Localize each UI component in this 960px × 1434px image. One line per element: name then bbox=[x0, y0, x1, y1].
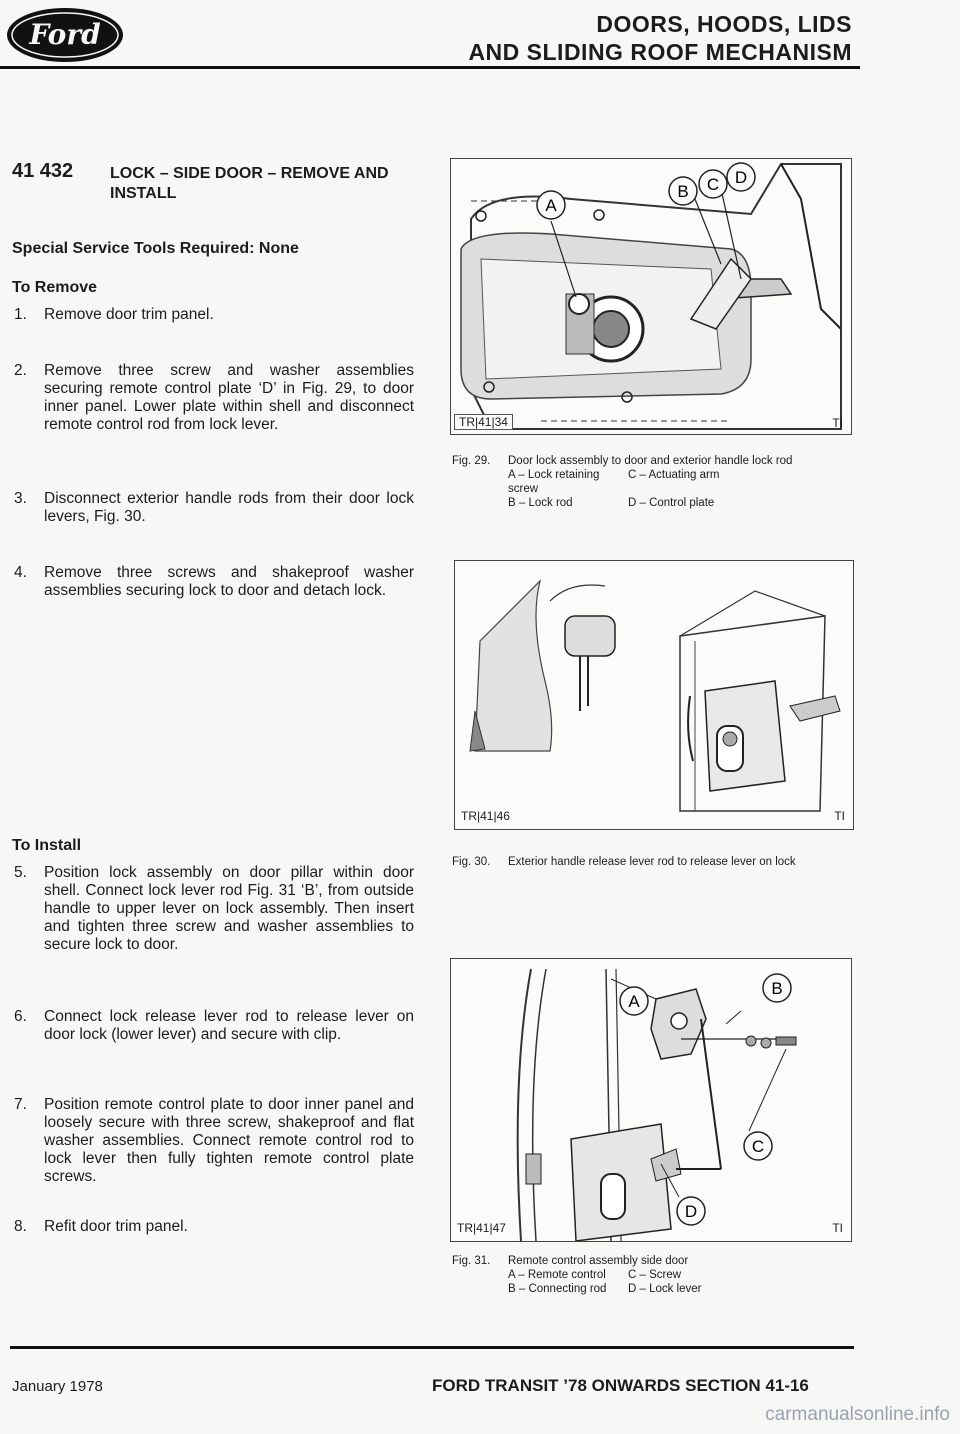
ford-logo bbox=[5, 6, 125, 64]
callout-d: D bbox=[684, 1202, 698, 1221]
step-6 bbox=[14, 1008, 414, 1044]
remove-heading: To Remove bbox=[12, 279, 98, 296]
step-number: 7. bbox=[14, 1096, 27, 1113]
caption-number: Fig. 29. bbox=[452, 455, 491, 467]
legend-d: D – Lock lever bbox=[628, 1283, 702, 1295]
caption-number: Fig. 30. bbox=[452, 856, 491, 868]
figure-29-ref: TR|41|34 bbox=[454, 414, 513, 430]
step-text: Remove door trim panel. bbox=[44, 306, 214, 323]
figure-29-drawing bbox=[451, 159, 851, 434]
step-text: Position remote control plate to door inner panel and loosely secure with three screw, shakeproof and flat washer assemblies. Connect remote control rod to lock lever then fully tighten remote control plate screws. bbox=[44, 1096, 414, 1185]
caption-text: Remote control assembly side door bbox=[508, 1255, 689, 1267]
legend-b: B – Lock rod bbox=[508, 497, 573, 509]
step-8 bbox=[14, 1218, 414, 1236]
install-heading: To Install bbox=[12, 837, 82, 854]
figure-30-mark: TI bbox=[834, 809, 845, 823]
section-title: LOCK – SIDE DOOR – REMOVE AND INSTALL bbox=[110, 165, 389, 202]
figure-29-mark: TI bbox=[832, 416, 843, 430]
legend-c: C – Actuating arm bbox=[628, 469, 720, 481]
figure-31-ref: TR|41|47 bbox=[457, 1221, 506, 1235]
header-title bbox=[468, 10, 852, 66]
callout-d: D bbox=[734, 168, 748, 187]
figure-31-mark: TI bbox=[832, 1221, 843, 1235]
step-text: Connect lock release lever rod to release lever on door lock (lower lever) and secure with clip. bbox=[44, 1008, 414, 1043]
step-2 bbox=[14, 362, 414, 434]
callout-c: C bbox=[751, 1137, 765, 1156]
figure-30 bbox=[454, 560, 854, 830]
caption-text: Door lock assembly to door and exterior handle lock rod bbox=[508, 455, 793, 467]
callout-c: C bbox=[706, 175, 720, 194]
watermark: carmanualsonline.info bbox=[765, 1404, 950, 1425]
legend-a: A – Remote control bbox=[508, 1269, 606, 1281]
step-5 bbox=[14, 864, 414, 954]
step-number: 6. bbox=[14, 1008, 27, 1025]
section-number: 41 432 bbox=[12, 160, 74, 182]
special-tools-line: Special Service Tools Required: None bbox=[12, 240, 299, 257]
step-text: Position lock assembly on door pillar within door shell. Connect lock lever rod Fig. 31 ‘B’, from outside handle to upper lever on lock assembly. Then insert and tighten three screw and washer assemblies to secure lock to door. bbox=[44, 864, 414, 953]
header-title-line1: DOORS, HOODS, LIDS bbox=[596, 11, 852, 37]
caption-text: Exterior handle release lever rod to release lever on lock bbox=[508, 856, 796, 868]
step-3 bbox=[14, 490, 414, 526]
step-text: Remove three screw and washer assemblies securing remote control plate ‘D’ in Fig. 29, to door inner panel. Lower plate within shell and disconnect remote control rod from lock lever. bbox=[44, 362, 414, 433]
step-7 bbox=[14, 1096, 414, 1186]
step-number: 4. bbox=[14, 564, 27, 581]
step-number: 1. bbox=[14, 306, 27, 323]
callout-a: A bbox=[628, 992, 640, 1011]
legend-c: C – Screw bbox=[628, 1269, 682, 1281]
legend-a: A – Lock retaining screw bbox=[508, 469, 600, 495]
legend-b: B – Connecting rod bbox=[508, 1283, 607, 1295]
step-number: 3. bbox=[14, 490, 27, 507]
step-1 bbox=[14, 306, 414, 324]
step-number: 2. bbox=[14, 362, 27, 379]
step-number: 5. bbox=[14, 864, 27, 881]
step-text: Remove three screws and shakeproof washer assemblies securing lock to door and detach lock. bbox=[44, 564, 414, 599]
footer-rule bbox=[10, 1346, 854, 1349]
header-title-line2: AND SLIDING ROOF MECHANISM bbox=[468, 39, 852, 65]
footer-date: January 1978 bbox=[12, 1378, 103, 1395]
figure-30-drawing bbox=[455, 561, 853, 829]
figure-31-drawing bbox=[451, 959, 851, 1241]
header-rule bbox=[0, 66, 860, 69]
logo-text: Ford bbox=[29, 18, 101, 51]
step-text: Disconnect exterior handle rods from their door lock levers, Fig. 30. bbox=[44, 490, 414, 525]
step-number: 8. bbox=[14, 1218, 27, 1235]
figure-31 bbox=[450, 958, 852, 1242]
figure-29 bbox=[450, 158, 852, 435]
callout-b: B bbox=[677, 182, 689, 201]
step-text: Refit door trim panel. bbox=[44, 1218, 188, 1235]
legend-d: D – Control plate bbox=[628, 497, 715, 509]
figure-30-caption bbox=[452, 855, 842, 869]
figure-31-caption bbox=[452, 1254, 842, 1296]
step-4 bbox=[14, 564, 414, 600]
footer-title: FORD TRANSIT ’78 ONWARDS SECTION 41-16 bbox=[432, 1376, 809, 1395]
callout-b: B bbox=[771, 979, 783, 998]
figure-29-caption bbox=[452, 454, 842, 510]
figure-30-ref: TR|41|46 bbox=[461, 809, 510, 823]
callout-a: A bbox=[545, 196, 557, 215]
caption-number: Fig. 31. bbox=[452, 1255, 491, 1267]
